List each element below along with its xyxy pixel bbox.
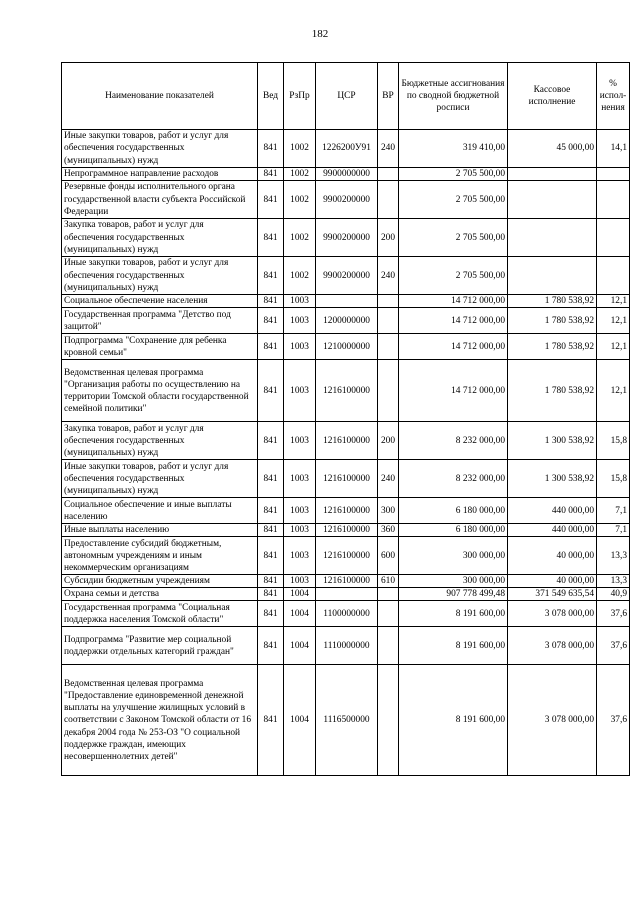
table-row	[62, 130, 630, 168]
row-vr	[378, 665, 399, 776]
row-csr	[316, 588, 378, 601]
row-name: Социальное обеспечение и иные выплаты населению	[62, 498, 258, 524]
row-budget: 300 000,00	[399, 575, 508, 588]
row-name: Социальное обеспечение населения	[62, 295, 258, 308]
row-csr: 1216100000	[316, 460, 378, 498]
row-name: Государственная программа "Детство под защитой"	[62, 308, 258, 334]
row-name: Государственная программа "Социальная поддержка населения Томской области"	[62, 601, 258, 627]
row-pct: 7,1	[597, 498, 630, 524]
row-rzpr: 1002	[284, 181, 316, 219]
row-name: Ведомственная целевая программа "Предоставление единовременной денежной выплаты на улучшение жилищных условий в соответствии с Законом Томской области от 16 декабря 2004 года № 253-ОЗ "О социальной поддержке граждан, имеющих несовершеннолетних детей"	[62, 665, 258, 776]
table-row	[62, 308, 630, 334]
row-cash: 1 780 538,92	[508, 295, 597, 308]
row-rzpr: 1004	[284, 627, 316, 665]
row-cash: 440 000,00	[508, 524, 597, 537]
table-row	[62, 575, 630, 588]
row-budget: 8 232 000,00	[399, 460, 508, 498]
row-rzpr: 1004	[284, 601, 316, 627]
table-row	[62, 334, 630, 360]
table-header-row	[62, 63, 630, 130]
row-ved: 841	[258, 588, 284, 601]
table-row	[62, 360, 630, 422]
row-cash: 440 000,00	[508, 498, 597, 524]
row-csr: 1216100000	[316, 422, 378, 460]
row-name: Подпрограмма "Развитие мер социальной поддержки отдельных категорий граждан"	[62, 627, 258, 665]
row-vr: 240	[378, 130, 399, 168]
row-cash: 40 000,00	[508, 537, 597, 575]
table-row	[62, 588, 630, 601]
table-row	[62, 498, 630, 524]
row-ved: 841	[258, 524, 284, 537]
row-budget: 2 705 500,00	[399, 168, 508, 181]
row-name: Иные закупки товаров, работ и услуг для обеспечения государственных (муниципальных) нужд	[62, 130, 258, 168]
row-cash: 3 078 000,00	[508, 627, 597, 665]
row-vr: 240	[378, 460, 399, 498]
row-csr: 9900000000	[316, 168, 378, 181]
row-csr: 9900200000	[316, 219, 378, 257]
row-vr	[378, 588, 399, 601]
row-vr	[378, 308, 399, 334]
row-ved: 841	[258, 422, 284, 460]
row-name: Иные закупки товаров, работ и услуг для обеспечения государственных (муниципальных) нужд	[62, 257, 258, 295]
header-cash: Кассовое исполнение	[508, 63, 597, 130]
header-csr: ЦСР	[316, 63, 378, 130]
row-name: Закупка товаров, работ и услуг для обеспечения государственных (муниципальных) нужд	[62, 219, 258, 257]
row-cash	[508, 181, 597, 219]
row-vr	[378, 334, 399, 360]
row-vr	[378, 601, 399, 627]
row-pct: 13,3	[597, 537, 630, 575]
row-csr: 1210000000	[316, 334, 378, 360]
row-ved: 841	[258, 627, 284, 665]
row-name: Закупка товаров, работ и услуг для обеспечения государственных (муниципальных) нужд	[62, 422, 258, 460]
row-cash	[508, 257, 597, 295]
row-ved: 841	[258, 219, 284, 257]
row-budget: 8 191 600,00	[399, 665, 508, 776]
row-rzpr: 1003	[284, 575, 316, 588]
table-row	[62, 295, 630, 308]
row-vr: 360	[378, 524, 399, 537]
header-name: Наименование показателей	[62, 63, 258, 130]
row-cash: 371 549 635,54	[508, 588, 597, 601]
row-csr: 1226200У91	[316, 130, 378, 168]
row-pct	[597, 168, 630, 181]
row-pct: 7,1	[597, 524, 630, 537]
row-ved: 841	[258, 308, 284, 334]
row-ved: 841	[258, 575, 284, 588]
table-row	[62, 181, 630, 219]
page-number: 182	[311, 28, 329, 40]
row-ved: 841	[258, 295, 284, 308]
row-pct	[597, 257, 630, 295]
row-rzpr: 1003	[284, 295, 316, 308]
row-rzpr: 1003	[284, 498, 316, 524]
row-cash	[508, 168, 597, 181]
row-cash	[508, 219, 597, 257]
row-pct: 15,8	[597, 460, 630, 498]
row-budget: 319 410,00	[399, 130, 508, 168]
row-vr: 240	[378, 257, 399, 295]
row-rzpr: 1003	[284, 460, 316, 498]
row-pct	[597, 219, 630, 257]
row-budget: 6 180 000,00	[399, 524, 508, 537]
row-ved: 841	[258, 665, 284, 776]
row-vr: 610	[378, 575, 399, 588]
row-name: Предоставление субсидий бюджетным, автономным учреждениям и иным некоммерческим организациям	[62, 537, 258, 575]
row-budget: 14 712 000,00	[399, 308, 508, 334]
row-csr: 1200000000	[316, 308, 378, 334]
row-rzpr: 1004	[284, 588, 316, 601]
row-csr: 1216100000	[316, 498, 378, 524]
table-row	[62, 219, 630, 257]
row-cash: 1 300 538,92	[508, 460, 597, 498]
row-budget: 8 232 000,00	[399, 422, 508, 460]
table-row	[62, 627, 630, 665]
row-budget: 8 191 600,00	[399, 601, 508, 627]
table-row	[62, 524, 630, 537]
row-ved: 841	[258, 130, 284, 168]
row-pct: 37,6	[597, 627, 630, 665]
row-name: Резервные фонды исполнительного органа государственной власти субъекта Российской Федерации	[62, 181, 258, 219]
row-budget: 2 705 500,00	[399, 219, 508, 257]
row-pct: 15,8	[597, 422, 630, 460]
row-cash: 1 780 538,92	[508, 308, 597, 334]
row-budget: 14 712 000,00	[399, 295, 508, 308]
row-pct: 12,1	[597, 334, 630, 360]
row-name: Охрана семьи и детства	[62, 588, 258, 601]
row-rzpr: 1002	[284, 130, 316, 168]
row-rzpr: 1003	[284, 360, 316, 422]
row-vr: 300	[378, 498, 399, 524]
row-pct: 13,3	[597, 575, 630, 588]
row-csr: 9900200000	[316, 257, 378, 295]
row-ved: 841	[258, 460, 284, 498]
row-ved: 841	[258, 601, 284, 627]
row-ved: 841	[258, 181, 284, 219]
row-pct: 12,1	[597, 360, 630, 422]
header-ved: Вед	[258, 63, 284, 130]
table-row	[62, 257, 630, 295]
row-rzpr: 1002	[284, 257, 316, 295]
row-pct: 40,9	[597, 588, 630, 601]
row-rzpr: 1003	[284, 537, 316, 575]
row-vr: 600	[378, 537, 399, 575]
table-row	[62, 537, 630, 575]
row-csr: 1216100000	[316, 537, 378, 575]
row-budget: 2 705 500,00	[399, 257, 508, 295]
row-pct	[597, 181, 630, 219]
budget-execution-table	[61, 62, 630, 776]
row-cash: 1 300 538,92	[508, 422, 597, 460]
table-row	[62, 422, 630, 460]
row-name: Ведомственная целевая программа "Организация работы по осуществлению на территории Томской области государственной семейной политики"	[62, 360, 258, 422]
row-rzpr: 1002	[284, 219, 316, 257]
row-rzpr: 1003	[284, 334, 316, 360]
table-row	[62, 460, 630, 498]
header-pct: % испол-нения	[597, 63, 630, 130]
row-name: Субсидии бюджетным учреждениям	[62, 575, 258, 588]
row-budget: 14 712 000,00	[399, 360, 508, 422]
row-vr	[378, 181, 399, 219]
row-ved: 841	[258, 498, 284, 524]
row-vr	[378, 627, 399, 665]
row-name: Непрограммное направление расходов	[62, 168, 258, 181]
row-budget: 300 000,00	[399, 537, 508, 575]
row-pct: 37,6	[597, 665, 630, 776]
row-vr: 200	[378, 219, 399, 257]
header-budget: Бюджетные ассигнования по сводной бюджетной росписи	[399, 63, 508, 130]
row-budget: 14 712 000,00	[399, 334, 508, 360]
row-pct: 12,1	[597, 295, 630, 308]
row-vr: 200	[378, 422, 399, 460]
row-rzpr: 1003	[284, 422, 316, 460]
row-rzpr: 1003	[284, 524, 316, 537]
row-cash: 1 780 538,92	[508, 360, 597, 422]
row-csr	[316, 295, 378, 308]
row-csr: 1100000000	[316, 601, 378, 627]
row-cash: 45 000,00	[508, 130, 597, 168]
row-vr	[378, 360, 399, 422]
row-budget: 8 191 600,00	[399, 627, 508, 665]
row-pct: 12,1	[597, 308, 630, 334]
header-vr: ВР	[378, 63, 399, 130]
row-csr: 1110000000	[316, 627, 378, 665]
row-name: Иные выплаты населению	[62, 524, 258, 537]
row-rzpr: 1004	[284, 665, 316, 776]
row-rzpr: 1003	[284, 308, 316, 334]
row-pct: 37,6	[597, 601, 630, 627]
row-name: Подпрограмма "Сохранение для ребенка кровной семьи"	[62, 334, 258, 360]
row-cash: 40 000,00	[508, 575, 597, 588]
row-budget: 907 778 499,48	[399, 588, 508, 601]
row-rzpr: 1002	[284, 168, 316, 181]
row-cash: 3 078 000,00	[508, 601, 597, 627]
row-csr: 1116500000	[316, 665, 378, 776]
table-row	[62, 665, 630, 776]
row-ved: 841	[258, 334, 284, 360]
row-budget: 2 705 500,00	[399, 181, 508, 219]
row-csr: 1216100000	[316, 575, 378, 588]
row-cash: 3 078 000,00	[508, 665, 597, 776]
row-pct: 14,1	[597, 130, 630, 168]
row-ved: 841	[258, 257, 284, 295]
row-csr: 9900200000	[316, 181, 378, 219]
row-budget: 6 180 000,00	[399, 498, 508, 524]
table-row	[62, 601, 630, 627]
row-name: Иные закупки товаров, работ и услуг для обеспечения государственных (муниципальных) нужд	[62, 460, 258, 498]
row-cash: 1 780 538,92	[508, 334, 597, 360]
row-ved: 841	[258, 537, 284, 575]
row-csr: 1216100000	[316, 524, 378, 537]
header-rzpr: РзПр	[284, 63, 316, 130]
row-vr	[378, 168, 399, 181]
row-ved: 841	[258, 360, 284, 422]
row-ved: 841	[258, 168, 284, 181]
row-vr	[378, 295, 399, 308]
row-csr: 1216100000	[316, 360, 378, 422]
table-row	[62, 168, 630, 181]
